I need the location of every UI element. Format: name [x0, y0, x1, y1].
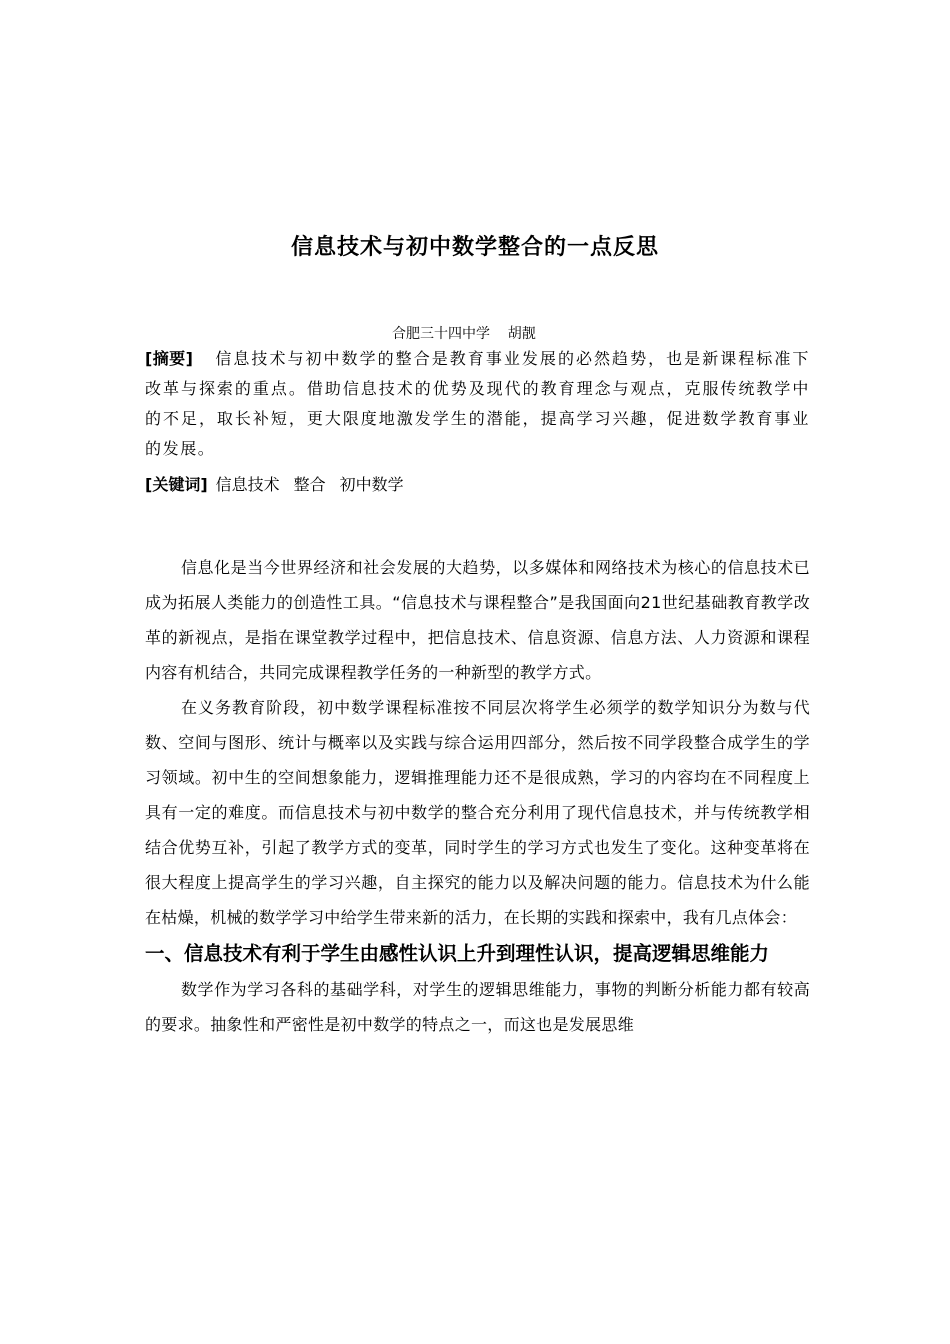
keyword-item: 整合: [293, 475, 326, 494]
keywords: [145, 470, 810, 500]
document-title: 信息技术与初中数学整合的一点反思: [290, 235, 659, 260]
body-paragraph: 信息化是当今世界经济和社会发展的大趋势，以多媒体和网络技术为核心的信息技术已成为拓展人类能力的创造性工具。“信息技术与课程整合”是我国面向21世纪基础教育教学改革的新视点，是指在课堂教学过程中，把信息技术、信息资源、信息方法、人力资源和课程内容有机结合，共同完成课程教学任务的一种新型的教学方式。: [145, 558, 810, 682]
abstract-text: 信息技术与初中数学的整合是教育事业发展的必然趋势，也是新课程标准下改革与探索的重点。借助信息技术的优势及现代的教育理念与观点，克服传统教学中的不足，取长补短，更大限度地激发学生的潜能，提高学习兴趣，促进数学教育事业的发展。: [145, 349, 810, 458]
body-paragraph: 数学作为学习各科的基础学科，对学生的逻辑思维能力，事物的判断分析能力都有较高的要求。抽象性和严密性是初中数学的特点之一，而这也是发展思维: [145, 980, 810, 1034]
body-paragraph: 在义务教育阶段，初中数学课程标准按不同层次将学生必须学的数学知识分为数与代数、空间与图形、统计与概率以及实践与综合运用四部分，然后按不同学段整合成学生的学习领域。初中生的空间想象能力，逻辑推理能力还不是很成熟，学习的内容均在不同程度上具有一定的难度。而信息技术与初中数学的整合充分利用了现代信息技术，并与传统教学相结合优势互补，引起了教学方式的变革，同时学生的学习方式也发生了变化。这种变革将在很大程度上提高学生的学习兴趣，自主探究的能力以及解决问题的能力。信息技术为什么能在枯燥，机械的数学学习中给学生带来新的活力，在长期的实践和探索中，我有几点体会：: [145, 698, 810, 927]
abstract: [145, 344, 810, 464]
abstract-label: [摘要]: [145, 349, 193, 368]
keywords-label: [关键词]: [145, 475, 208, 494]
document-content: [145, 344, 810, 1042]
section-heading: 一、信息技术有利于学生由感性认识上升到理性认识，提高逻辑思维能力: [145, 942, 770, 965]
author-line: 合肥三十四中学 胡靓: [392, 326, 536, 342]
keyword-item: 初中数学: [339, 475, 404, 494]
keyword-item: 信息技术: [215, 475, 280, 494]
